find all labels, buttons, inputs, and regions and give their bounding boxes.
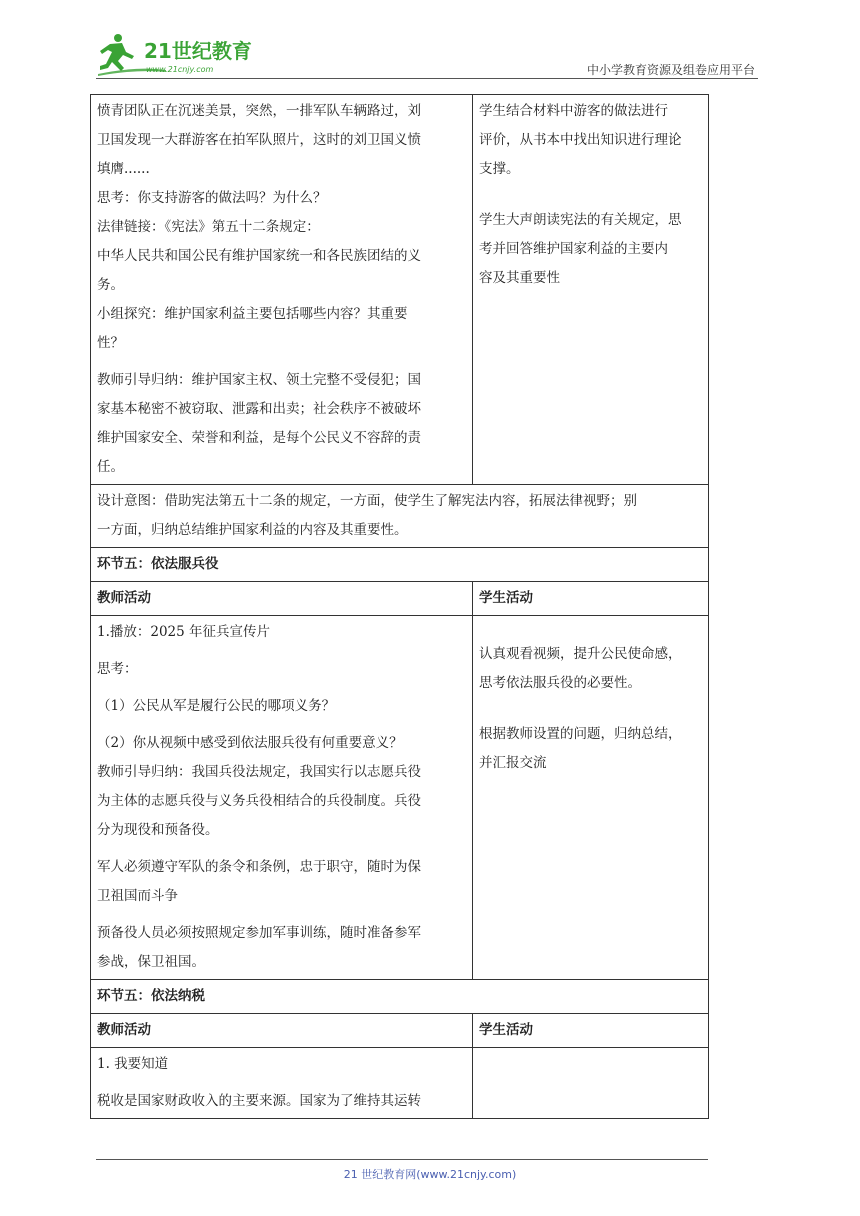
section-title-row <box>91 980 709 1014</box>
student-activity-header: 学生活动 <box>473 582 709 616</box>
lesson-plan-table <box>90 94 709 1119</box>
text-line: 1.播放：2025 年征兵宣传片 <box>97 624 271 640</box>
logo-text: 21世纪教育 <box>144 39 252 63</box>
text-line: 并汇报交流 <box>479 755 547 771</box>
text-line: 愤青团队正在沉迷美景，突然，一排军队车辆路过，刘 <box>97 103 421 119</box>
section-title-military: 环节五：依法服兵役 <box>91 548 709 582</box>
site-logo <box>96 30 256 78</box>
text-line: 评价，从书本中找出知识进行理论 <box>479 132 682 148</box>
text-line: 认真观看视频，提升公民使命感， <box>479 646 682 662</box>
text-line: 思考：你支持游客的做法吗？为什么？ <box>97 190 327 206</box>
text-line: 根据教师设置的问题，归纳总结， <box>479 726 682 742</box>
text-line: 税收是国家财政收入的主要来源。国家为了维持其运转 <box>97 1093 421 1109</box>
text-line: 思考： <box>97 661 138 677</box>
spacer <box>97 358 466 366</box>
text-line: 教师引导归纳：维护国家主权、领土完整不受侵犯；国 <box>97 372 421 388</box>
text-line: 填膺...... <box>97 161 150 177</box>
text-line: 思考依法服兵役的必要性。 <box>479 675 641 691</box>
spacer <box>97 721 466 729</box>
text-line: 一方面，归纳总结维护国家利益的内容及其重要性。 <box>97 522 408 538</box>
student-activity-cell <box>473 1048 709 1119</box>
text-line: 设计意图：借助宪法第五十二条的规定，一方面，使学生了解宪法内容，拓展法律视野；别 <box>97 493 637 509</box>
activity-row <box>91 95 709 485</box>
spacer <box>97 845 466 853</box>
text-line: 教师引导归纳：我国兵役法规定，我国实行以志愿兵役 <box>97 764 421 780</box>
platform-name: 中小学教育资源及组卷应用平台 <box>586 63 755 77</box>
text-line: 维护国家安全、荣誉和利益，是每个公民义不容辞的责 <box>97 430 421 446</box>
logo-url: www.21cnjy.com <box>146 65 214 74</box>
text-line: 军人必须遵守军队的条令和条例，忠于职守，随时为保 <box>97 859 421 875</box>
text-line: （1）公民从军是履行公民的哪项义务？ <box>97 698 336 714</box>
text-line: 分为现役和预备役。 <box>97 822 219 838</box>
teacher-activity-header: 教师活动 <box>91 1014 473 1048</box>
activity-row <box>91 616 709 980</box>
design-intent-row <box>91 485 709 548</box>
spacer <box>479 184 702 206</box>
text-line: 1. 我要知道 <box>97 1056 169 1072</box>
student-activity-header: 学生活动 <box>473 1014 709 1048</box>
header-divider <box>96 78 758 79</box>
column-header-row <box>91 1014 709 1048</box>
design-intent-cell <box>91 485 709 548</box>
text-line: 学生结合材料中游客的做法进行 <box>479 103 668 119</box>
text-line: 卫国发现一大群游客在拍军队照片，这时的刘卫国义愤 <box>97 132 421 148</box>
text-line: 法律链接：《宪法》第五十二条规定： <box>97 219 320 235</box>
text-line: 学生大声朗读宪法的有关规定，思 <box>479 212 682 228</box>
text-line: 性？ <box>97 335 124 351</box>
text-line: 中华人民共和国公民有维护国家统一和各民族团结的义 <box>97 248 421 264</box>
text-line: （2）你从视频中感受到依法服兵役有何重要意义？ <box>97 735 403 751</box>
spacer <box>97 1079 466 1087</box>
section-title-tax: 环节五：依法纳税 <box>91 980 709 1014</box>
spacer <box>97 911 466 919</box>
footer-source: 21 世纪教育网(www.21cnjy.com) <box>343 1168 517 1181</box>
text-line: 参战，保卫祖国。 <box>97 954 205 970</box>
text-line: 为主体的志愿兵役与义务兵役相结合的兵役制度。兵役 <box>97 793 421 809</box>
teacher-activity-cell <box>91 616 473 980</box>
spacer <box>479 618 702 640</box>
text-line: 卫祖国而斗争 <box>97 888 178 904</box>
text-line: 考并回答维护国家利益的主要内 <box>479 241 668 257</box>
text-line: 容及其重要性 <box>479 270 560 286</box>
section-title-row <box>91 548 709 582</box>
spacer <box>97 647 466 655</box>
column-header-row <box>91 582 709 616</box>
text-line: 预备役人员必须按照规定参加军事训练，随时准备参军 <box>97 925 421 941</box>
student-activity-cell <box>473 95 709 485</box>
text-line: 务。 <box>97 277 124 293</box>
teacher-activity-header: 教师活动 <box>91 582 473 616</box>
text-line: 小组探究：维护国家利益主要包括哪些内容？其重要 <box>97 306 408 322</box>
text-line: 任。 <box>97 459 124 475</box>
text-line: 支撑。 <box>479 161 520 177</box>
teacher-activity-cell <box>91 1048 473 1119</box>
spacer <box>479 698 702 720</box>
activity-row <box>91 1048 709 1119</box>
teacher-activity-cell <box>91 95 473 485</box>
spacer <box>97 684 466 692</box>
student-activity-cell <box>473 616 709 980</box>
text-line: 家基本秘密不被窃取、泄露和出卖；社会秩序不被破坏 <box>97 401 421 417</box>
footer-divider <box>96 1159 708 1160</box>
